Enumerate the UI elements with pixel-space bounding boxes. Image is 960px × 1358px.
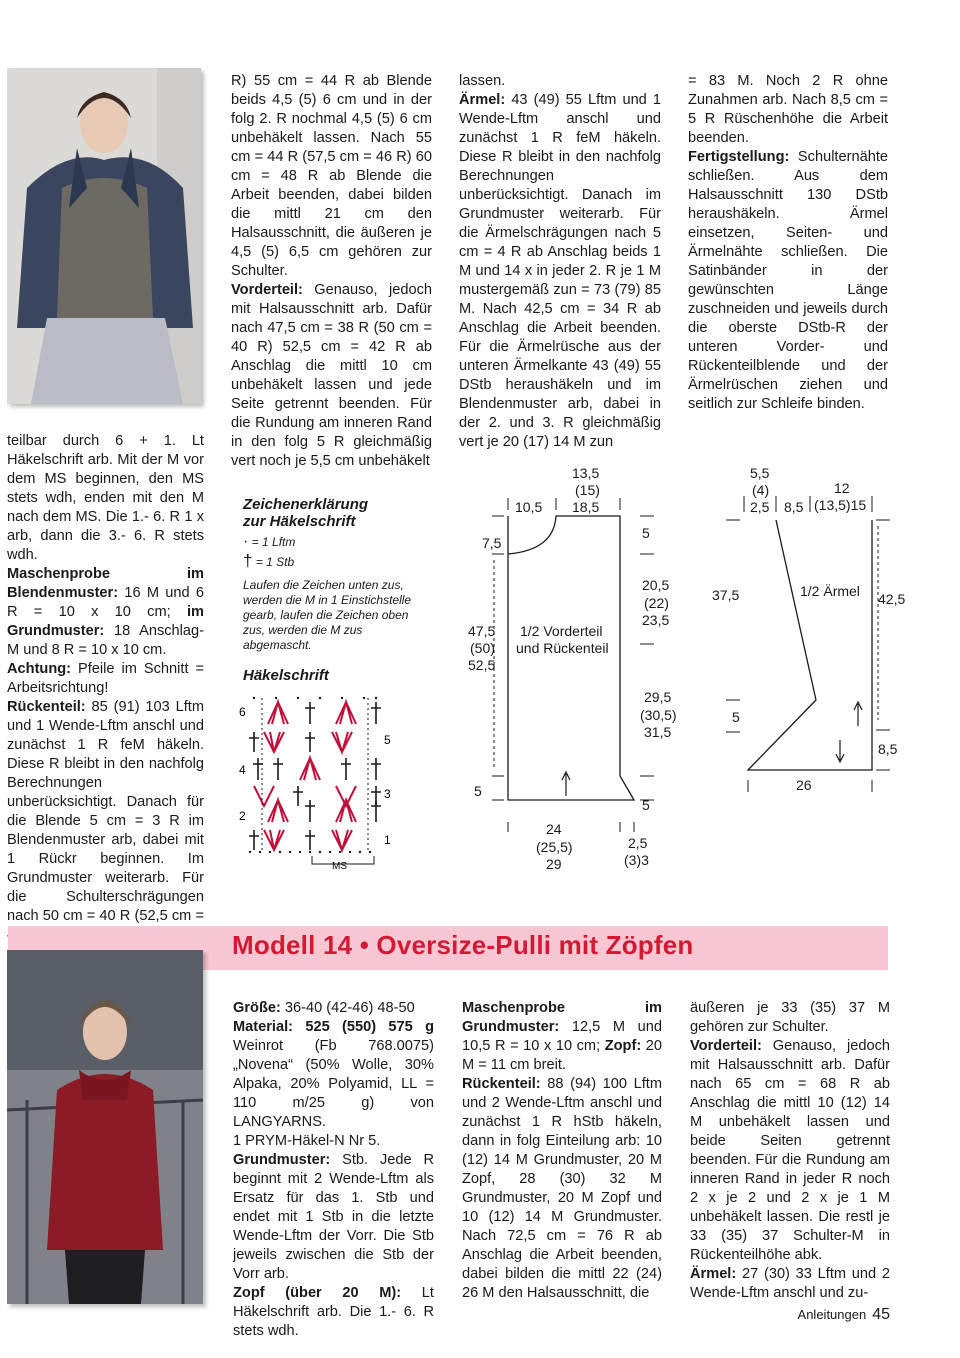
m14-col2-paragraph-5 [233,1284,434,1341]
col3-paragraph-1: lassen. [459,73,506,89]
col4-paragraph-1: = 83 M. Noch 2 R ohne Zunahmen arb. Nach 8,5 cm = 5 R Rüschenhöhe die Arbeit beenden. [688,73,888,146]
label: im Grundmuster: [7,604,204,639]
col1-paragraph-4 [7,698,204,945]
label: Zopf (über 20 M): [233,1285,402,1301]
dim-length-3: 52,5 [468,657,496,673]
m14-col2-paragraph-4 [233,1151,434,1284]
legend [243,496,433,684]
label: Rückenteil: [7,699,86,715]
sleeve-left-length: 37,5 [712,587,740,603]
col2-text [231,72,432,471]
model-banner-title: Modell 14 • Oversize-Pulli mit Zöpfen [232,930,694,960]
col1-paragraph-1: teilbar durch 6 + 1. Lt Häkelschrift arb. Mit der M vor dem MS beginnen, den MS stets wdh, enden mit den M nach dem MS. Die 1.- 6. R 1 x arb, dann die 3.- 6. R stets wdh. [7,433,204,563]
body-label-2: und Rückenteil [516,640,609,656]
photo-bottom [7,950,203,1304]
chart-cluster-stitches [254,702,356,850]
label: Vorderteil: [231,282,303,298]
sleeve-top-right-1: 12 [834,480,850,496]
col4-paragraph-2 [688,148,888,414]
dim-armhole-1: 20,5 [642,577,670,593]
legend-note: Laufen die Zeichen unten zus, werden die M in 1 Einstichstelle gearb, laufen die Zeichen oben zus, werden die M zus abgemascht. [243,578,412,652]
dim-armhole-3: 23,5 [642,612,670,628]
text: 88 (94) 100 Lftm und 2 Wende-Lftm anschl und zunächst 1 R hStb häkeln, dann in folg Einteilung arb: 10 (12) 14 M Grundmuster, 20 M Zopf, 28 (30) 32 M Grundmuster, 20 M Zopf und 10 (12) 14 M Grundmuster. Nach 72,5 cm = 76 R ab Anschlag die Arbeit beenden, dabei bilden die mittl 22 (24) 26 M den Halsausschnitt, die [462,1076,662,1301]
col3-paragraph-2 [459,91,661,452]
dim-width-2: (25,5) [536,839,573,855]
text: 12,5 M und 10,5 R = 10 x 10 cm; [462,1019,662,1054]
dim-shoulder-drop: 5 [642,525,650,541]
legend-lftm [243,534,433,550]
legend-title-2: zur Häkelschrift [243,513,356,530]
sleeve-top-mid: 8,5 [784,499,804,515]
col4-text [688,72,888,414]
text: 16 M und 6 R = 10 x 10 cm; [7,585,204,620]
footer-section: Anleitungen [797,1307,867,1322]
m14-col3-paragraph-2 [462,1075,662,1303]
m14-col2-paragraph-1 [233,999,434,1018]
text: Pfeile im Schnitt = Arbeitsrichtung! [7,661,204,696]
label: Ärmel: [459,92,506,108]
dim-top-total: 13,5 [572,465,600,481]
sleeve-top-2: (4) [752,482,770,498]
chart-dots [249,697,377,853]
sleeve-cuff-right: 8,5 [878,741,898,757]
col2-paragraph-2 [231,281,432,471]
col1-paragraph-3 [7,660,204,698]
sleeve-dimension-lines [726,496,890,792]
m14-col4-text [690,999,890,1303]
dim-ext-2: (3)3 [624,852,649,868]
text: 85 (91) 103 Lftm und 1 Wende-Lftm anschl und zunächst 1 R feM häkeln. Diese R bleibt in den nachfolg Berechnungen unberücksichtigt. Danach für die Blende 5 cm = 3 R im Blendenmuster arb, dabei mit 1 Rückr beginnen. Im Grundmuster weiterarb. Für die Schulterschrägungen nach 50 cm = 40 R (52,5 cm = [7,699,204,924]
text: Lt Häkelschrift arb. Die 1.- 6. R stets wdh. [233,1285,434,1339]
label: Maschenprobe im Grundmuster: [462,1000,662,1035]
dim-width-3: 29 [546,856,562,872]
m14-col2-paragraph-3: 1 PRYM-Häkel-N Nr 5. [233,1133,381,1149]
m14-col2-paragraph-2 [233,1018,434,1132]
dim-ext-1: 2,5 [628,835,648,851]
legend-lftm-text: = 1 Lftm [251,535,296,549]
label: Zopf: [604,1038,642,1054]
lftm-symbol-icon: · [243,533,249,550]
sleeve-top-1: 5,5 [750,465,770,481]
dim-side-1: 29,5 [644,689,672,705]
col1-paragraph-2 [7,565,204,660]
m14-col4-paragraph-3 [690,1265,890,1303]
col2-paragraph-1: R) 55 cm = 44 R ab Blende beids 4,5 (5) 6 cm und in der folg 2. R nochmal 4,5 (5) 6 cm unbehäkelt lassen. Nach 55 cm = 44 R (57,5 cm = 46 R) 60 cm = 48 R ab Blende die Arbeit beenden, dabei bilden die mittl 21 cm den Halsausschnitt, die äußeren je 4,5 (5) 6,5 cm gehören zur Schulter. [231,73,432,279]
sleeve-arrow-down [836,740,844,762]
label: Material: 525 (550) 575 g [233,1019,434,1035]
sleeve-schematic [700,460,920,800]
chart-title: Häkelschrift [243,667,329,684]
text: Genauso, jedoch mit Halsausschnitt arb. Dafür nach 65 cm = 68 R ab Anschlag die mittl 10 (12) 14 M unbehäkelt lassen und beide Seiten getrennt beenden. Für die Rundung am inneren Rand in jeder R noch 2 x je 2 und 2 x je 1 M unbehäkelt lassen. Die restl je 33 (35) 37 Schulter-M in Rückenteilhöhe abk. [690,1038,890,1263]
label: Ärmel: [690,1266,737,1282]
dim-hem-left: 5 [474,783,482,799]
legend-stb [243,553,433,570]
m14-col3-text [462,999,662,1303]
text: 18 Anschlag-M und 8 R = 10 x 10 cm. [7,623,204,658]
dim-side-3: 31,5 [644,724,672,740]
dim-shoulder-width: 18,5 [572,499,600,515]
label: Rückenteil: [462,1076,541,1092]
col3-text [459,72,661,452]
text: Schulternähte schließen. Aus dem Halsausschnitt 130 DStb heraushäkeln. Ärmel einsetzen, Seiten- und Ärmelnähte schließen. Die Satinbänder in der gewünschten Länge zuschneiden und jeweils durch die oberste DStb-R der unteren Vorder- und Rückenteilblende und der Ärmelrüschen ziehen und seitlich zur Schleife binden. [688,149,888,412]
sleeve-label: 1/2 Ärmel [800,583,860,599]
label: Fertigstellung: [688,149,790,165]
text: 27 (30) 33 Lftm und 2 Wende-Lftm anschl und zu- [690,1266,890,1301]
dim-width-1: 24 [546,821,562,837]
text: Weinrot (Fb 768.0075) „Novena“ (50% Wolle, 30% Alpaka, 20% Polyamid, LL = 110 m/25 g) von LANGYARNS. [233,1038,434,1130]
row-label-5: 5 [384,733,391,747]
stb-symbol-icon: † [243,551,253,570]
label: Vorderteil: [690,1038,762,1054]
legend-title-1: Zeichenerklärung [243,496,369,513]
body-dimension-lines [492,498,654,832]
photo-bottom-illustration [7,950,203,1304]
dim-top-total-2: (15) [575,482,600,498]
page-number: 45 [872,1306,890,1323]
row-label-6: 6 [239,705,246,719]
text: Stb. Jede R beginnt mit 2 Wende-Lftm als Ersatz für das 1. Stb und endet mit 1 Stb in die letzte Wende-Lftm der Vorr. Die Stb jeweils zwischen die Stb der Vorr arb. [233,1152,434,1282]
text: 36-40 (42-46) 48-50 [280,1000,415,1016]
photo-top [7,68,201,404]
m14-col4-paragraph-1: äußeren je 33 (35) 37 M gehören zur Schulter. [690,1000,890,1035]
ms-label: MS [332,861,347,872]
dim-side-2: (30,5) [640,707,677,723]
text: Genauso, jedoch mit Halsausschnitt arb. Dafür nach 47,5 cm = 38 R (50 cm = 40 R) 52,5 cm = 42 R ab Anschlag die mittl 10 cm unbehäkelt lassen und jede Seite getrennt beenden. Für die Rundung am inneren Rand in den folg 5 R gleichmäßig vert noch je 5,5 cm unbehäkelt [231,282,432,469]
row-label-2: 2 [239,809,246,823]
label: Maschenprobe im Blendenmuster: [7,566,204,601]
m14-col4-paragraph-2 [690,1037,890,1265]
dim-neck-depth: 7,5 [482,535,502,551]
sleeve-outline [748,520,872,770]
body-outline [508,516,634,800]
dim-length-1: 47,5 [468,623,496,639]
row-label-1: 1 [384,833,391,847]
m14-col2-text [233,999,434,1341]
row-label-4: 4 [239,763,246,777]
sleeve-arrow-up [854,702,862,726]
sleeve-bottom-width: 26 [796,777,812,793]
dim-hem-right: 5 [642,797,650,813]
body-schematic [458,460,688,880]
dim-neck-width: 10,5 [515,499,543,515]
text: 43 (49) 55 Lftm und 1 Wende-Lftm anschl und zunächst 1 R feM häkeln. Diese R bleibt in den nachfolg Berechnungen unberücksichtigt. Danach im Grundmuster weiterarb. Für die Ärmelschrägungen nach 5 cm = 4 R ab Anschlag beids 1 M und 14 x in jeder 2. R je 1 M mustergemäß zun = 73 (79) 85 M. Nach 42,5 cm = 34 R ab Anschlag die Arbeit beenden. Für die Ärmelrüsche aus der unteren Ärmelkante 43 (49) 55 DStb heraushäkeln und im Blendenmuster arb, dabei in der 2. und 3. R gleichmäßig vert je 20 (17) 14 M zun [459,92,661,450]
sleeve-right-length: 42,5 [878,591,906,607]
page-footer [798,1306,890,1324]
text: 20 M = 11 cm breit. [462,1038,662,1073]
label: Grundmuster: [233,1152,331,1168]
m14-col3-paragraph-1 [462,999,662,1075]
sleeve-top-right-2: (13,5)15 [814,497,867,513]
label: Achtung: [7,661,72,677]
body-label-1: 1/2 Vorderteil [520,623,603,639]
photo-top-illustration [7,68,201,404]
sleeve-top-3: 2,5 [750,499,770,515]
col1-text [7,432,204,945]
body-direction-arrow [562,772,570,796]
label: Größe: [233,1000,281,1016]
crochet-chart [236,694,406,874]
dim-length-2: (50) [470,640,495,656]
sleeve-cuff-left: 5 [732,709,740,725]
legend-stb-text: = 1 Stb [255,555,295,569]
dim-armhole-2: (22) [644,595,669,611]
row-label-3: 3 [384,787,391,801]
